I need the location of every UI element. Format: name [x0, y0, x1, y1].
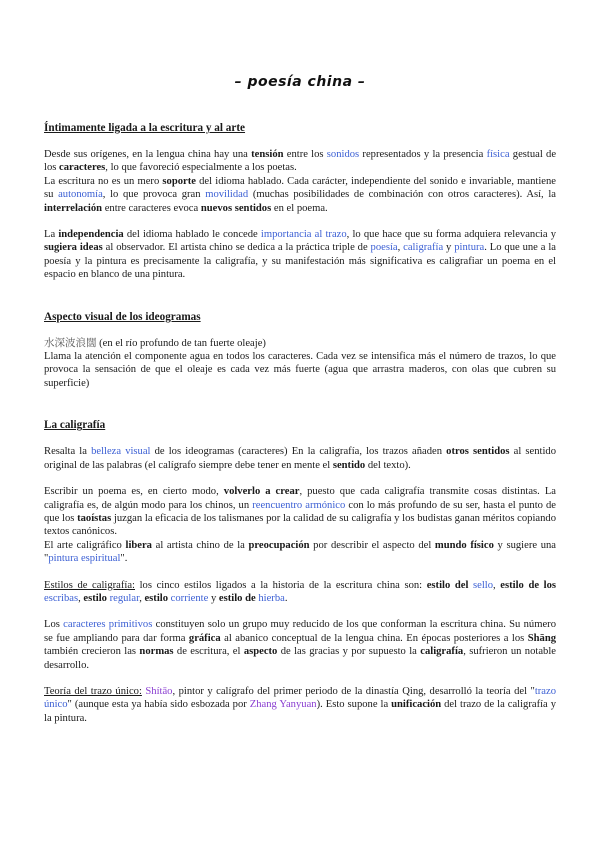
paragraph-belleza: Resalta la belleza visual de los ideogramas (caracteres) En la caligrafía, los trazos añaden otros sentidos al sentido original de las palabras (el calígrafo siempre debe tener en mente el sentido del texto). — [44, 446, 557, 471]
paragraph-trazo-unico: Teoría del trazo único: Shítāo, pintor y calígrafo del primer periodo de la dinastía Qing, desarrolló la teoría del "trazo único" (aunque esta ya había sido esbozada por Zhang Yanyuan). Esto supone la unificación del trazo de la caligrafía y la pintura. — [44, 685, 557, 724]
paragraph-independencia: La independencia del idioma hablado le concede importancia al trazo, lo que hace que su forma adquiera relevancia y sugiera ideas al observador. El artista chino se dedica a la práctica triple de poesía, caligrafía y pintura. Lo que une a la poesía y la pintura es precisamente la caligrafía, y su manifestación más significativa es caligrafiar un poema en el espacio en blanco de una pintura. — [44, 229, 556, 281]
paragraph-estilos: Estilos de caligrafía: los cinco estilos ligados a la historia de la escritura china son: estilo del sello, estilo de los escribas, estilo regular, estilo corriente y estilo de hierba. — [44, 579, 557, 604]
section-heading-ideogramas: Aspecto visual de los ideogramas — [44, 310, 201, 323]
page-title: – poesía china – — [234, 74, 366, 90]
chinese-characters: 水深波浪闊 — [44, 336, 97, 349]
paragraph-arte: El arte caligráfico libera al artista chino de la preocupación por describir el aspecto del mundo físico y sugiere una "pintura espiritual". — [44, 539, 556, 565]
paragraph-agua: Llama la atención el componente agua en todos los caracteres. Cada vez se intensifica más el número de trazos, lo que provoca la sensación de que el oleaje es cada vez más fuerte (agua que arrastra maderos, con olas que cubren su superficie) — [44, 351, 556, 389]
section-heading-caligrafia: La caligrafía — [44, 419, 106, 432]
paragraph-origenes: Desde sus orígenes, en la lengua china hay una tensión entre los sonidos representados y la presencia física gestual de los caracteres, lo que favoreció especialmente a los poetas. — [44, 149, 557, 174]
paragraph-soporte: La escritura no es un mero soporte del idioma hablado. Cada carácter, independiente del sonido e invariable, mantiene su autonomía, lo que provoca gran movilidad (muchas posibilidades de combinación con otros caracteres). Así, la interrelación entre caracteres evoca nuevos sentidos en el poema. — [44, 175, 556, 214]
paragraph-primitivos: Los caracteres primitivos constituyen solo un grupo muy reducido de los que conforman la escritura china. Su número se fue ampliando para dar forma gráfica al abanico conceptual de la lengua china. En épocas posteriores a los Shāng también crecieron las normas de escritura, el aspecto de las gracias y por supuesto la caligrafía, sufrieron un notable desarrollo. — [44, 619, 557, 671]
paragraph-escribir: Escribir un poema es, en cierto modo, volverlo a crear, puesto que cada caligrafía transmite cosas distintas. La caligrafía es, de algún modo para los chinos, un reencuentro armónico con lo más profundo de su ser, hasta el punto de que los taoístas juzgan la eficacia de los talismanes por la calidad de su caligrafía y los budistas ganan méritos copiando textos canónicos. — [44, 486, 556, 538]
section-heading-escritura: Íntimamente ligada a la escritura y al arte — [44, 122, 246, 134]
document-body — [44, 121, 556, 725]
paragraph-ejemplo: 水深波浪闊 (en el río profundo de tan fuerte oleaje) — [44, 336, 266, 349]
